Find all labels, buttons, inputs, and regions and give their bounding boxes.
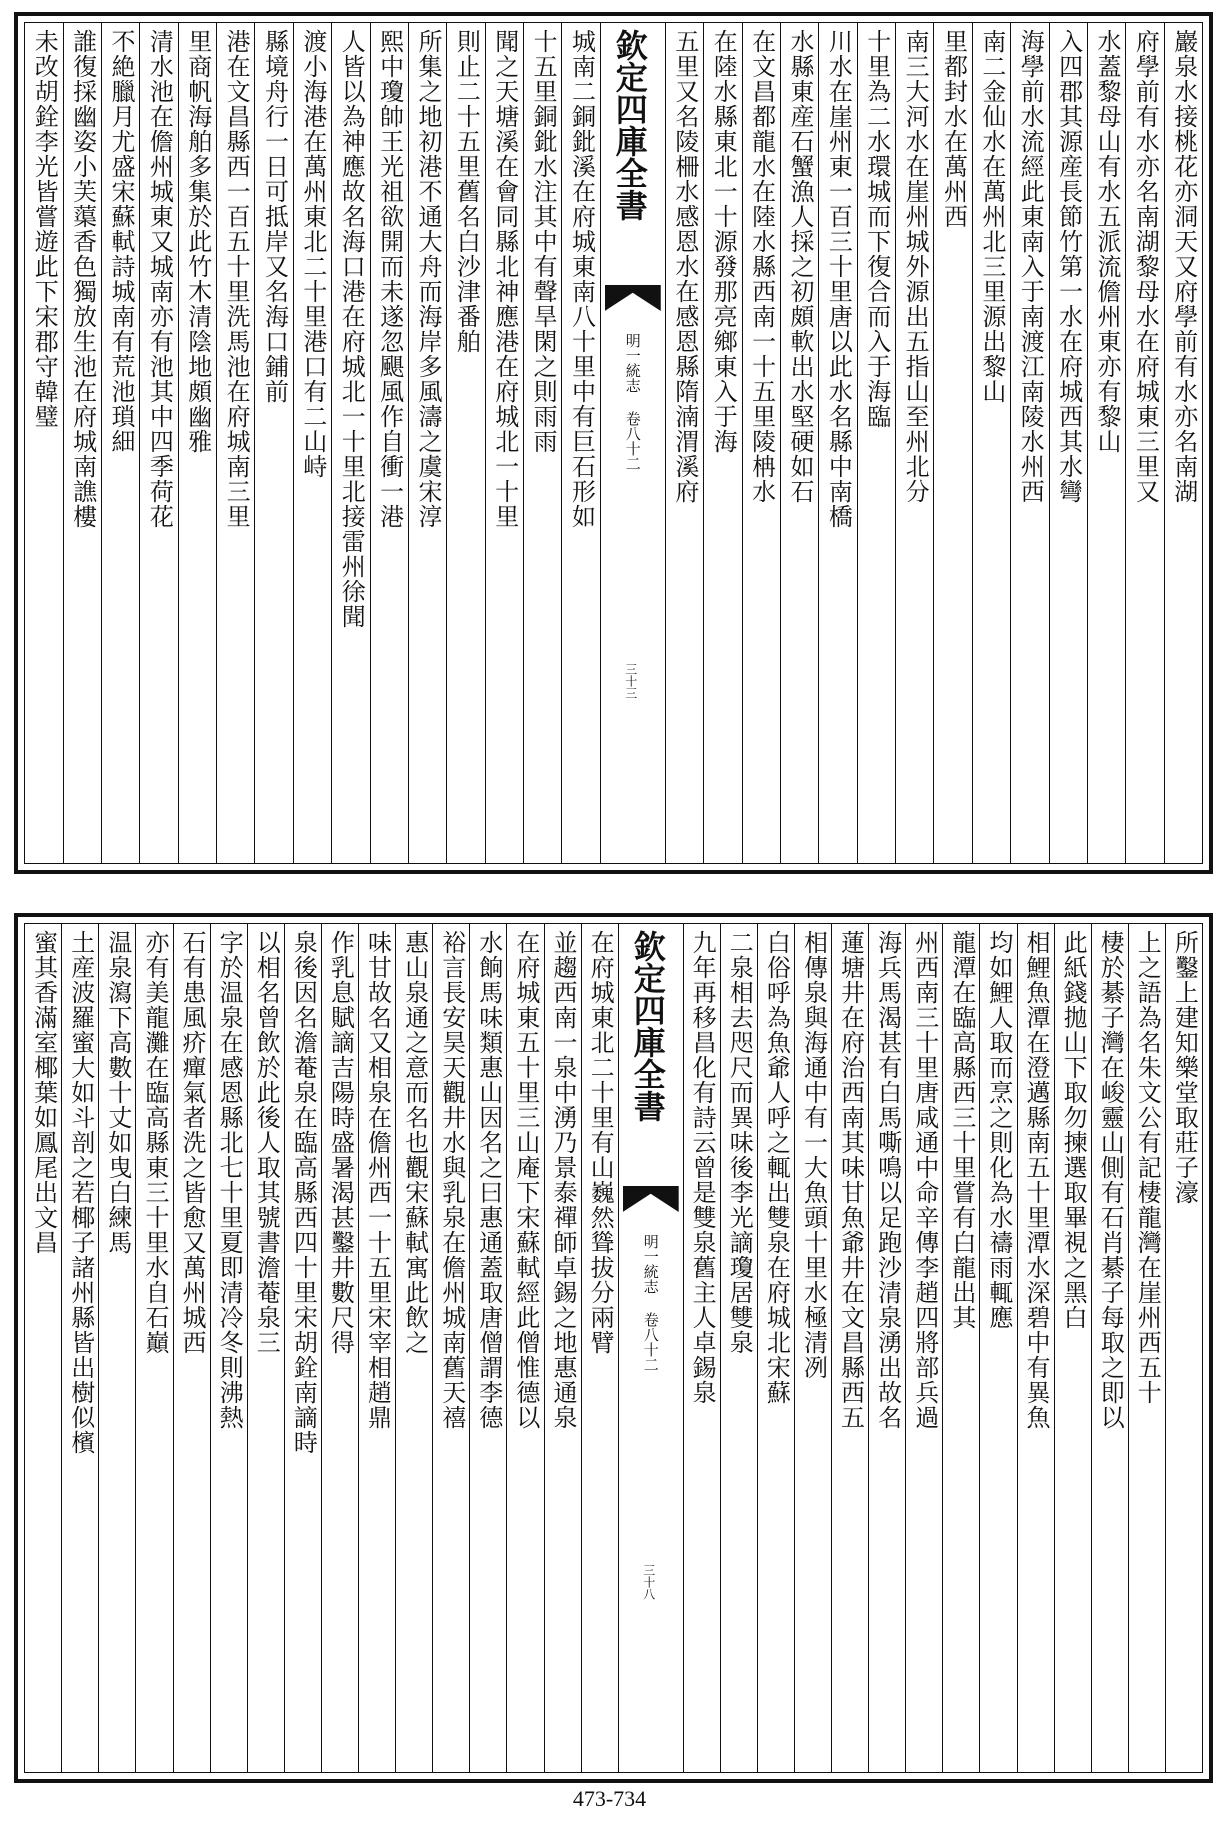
bottom_panel-right-column-9 xyxy=(831,924,868,1772)
top_panel-left-column-4 xyxy=(408,23,446,863)
top_panel-left-column-1 xyxy=(523,23,561,863)
leaf-number: 三十八 xyxy=(641,1564,656,1600)
bottom_panel-right-column-10 xyxy=(794,924,831,1772)
page-number: 473-734 xyxy=(572,1786,647,1811)
top_panel-left-column-13 xyxy=(63,23,101,863)
column-text: 蜜其香滿室椰葉如鳳尾出文昌 xyxy=(29,930,58,1255)
volume-label: 明一統志 卷八十二 xyxy=(641,1234,660,1372)
bottom_panel-left-column-3 xyxy=(469,924,506,1772)
column-text: 所集之地初港不通大舟而海岸多風濤之虞宋淳 xyxy=(414,29,442,529)
top_panel-right-column-1 xyxy=(1125,23,1163,863)
column-text: 味甘故名又相泉在儋州西一十五里宋宰相趙鼎 xyxy=(363,930,392,1430)
column-text: 白俗呼為魚爺人呼之輒出雙泉在府城北宋蘇 xyxy=(762,930,791,1405)
column-text: 以相名曾飲於此後人取其號書澹菴泉三 xyxy=(252,930,281,1355)
bottom_panel-left-column-0 xyxy=(581,924,618,1772)
column-text: 熙中瓊帥王光祖欲開而未遂忽颶風作自衝一港 xyxy=(375,29,404,529)
bottom-page-panel xyxy=(14,913,1213,1783)
column-text: 石有患風疥癉氣者洗之皆愈又萬州城西 xyxy=(178,930,207,1355)
column-text: 在府城東北二十里有山巍然聳拔分兩臂 xyxy=(586,930,615,1355)
top_panel-right-column-4 xyxy=(1010,23,1048,863)
column-text: 聞之天塘溪在會同縣北神應港在府城北一十里 xyxy=(490,29,519,529)
bottom_panel-right-column-12 xyxy=(720,924,757,1772)
column-text: 此紙錢拋山下取勿揀選取畢視之黑白 xyxy=(1059,930,1088,1330)
column-text: 相傳泉與海通中有一大魚頭十里水極清冽 xyxy=(799,930,828,1380)
top_panel-left-column-3 xyxy=(446,23,484,863)
volume-label: 明一統志 卷八十二 xyxy=(623,333,642,471)
top_panel-left-column-0 xyxy=(561,23,599,863)
column-text: 惠山泉通之意而名也觀宋蘇軾寓此飲之 xyxy=(400,930,429,1355)
column-text: 海學前水流經此東南入于南渡江南陵水州西 xyxy=(1016,29,1045,504)
top_panel-left-column-12 xyxy=(101,23,139,863)
top_panel-right-column-11 xyxy=(742,23,780,863)
top_panel-left-column-10 xyxy=(178,23,216,863)
center-fold xyxy=(618,924,683,1772)
bottom_panel-left-column-1 xyxy=(544,924,581,1772)
top_panel-left-column-9 xyxy=(216,23,254,863)
column-text: 清水池在儋州城東又城南亦有池其中四季荷花 xyxy=(145,29,174,529)
column-text: 並趨西南一泉中湧乃景泰禪師卓錫之地惠通泉 xyxy=(548,930,577,1430)
top_panel-right-column-9 xyxy=(818,23,856,863)
top_panel-right-column-2 xyxy=(1087,23,1125,863)
top_panel-right-column-12 xyxy=(703,23,741,863)
bottom_panel-left-column-9 xyxy=(247,924,284,1772)
column-text: 人皆以為神應故名海口港在府城北一十里北接雷州徐聞 xyxy=(337,29,366,629)
column-text: 土産波羅蜜大如斗剖之若椰子諸州縣皆出樹似檳 xyxy=(66,930,95,1455)
column-text: 水縣東産石蟹漁人採之初頗軟出水堅硬如石 xyxy=(786,29,814,504)
column-text: 府學前有水亦名南湖黎母水在府城東三里又 xyxy=(1131,29,1160,504)
column-text: 則止二十五里舊名白沙津番舶 xyxy=(452,29,481,354)
column-text: 蓮塘井在府治西南其味甘魚爺井在文昌縣西五 xyxy=(836,930,865,1430)
bottom-columns xyxy=(24,923,1203,1773)
bottom_panel-left-column-5 xyxy=(395,924,432,1772)
column-text: 所鑿上建知樂堂取莊子濠 xyxy=(1170,930,1199,1205)
fishtail-mark-icon xyxy=(605,285,661,311)
column-text: 在陸水縣東北一十源發那亮鄉東入于海 xyxy=(709,29,738,454)
top_panel-left-column-14 xyxy=(25,23,62,863)
top-page-panel xyxy=(14,12,1213,874)
column-text: 在文昌都龍水在陸水縣西南一十五里陵柟水 xyxy=(747,29,776,504)
book-title: 欽定四庫全書 xyxy=(610,29,649,221)
bottom_panel-right-column-5 xyxy=(979,924,1016,1772)
column-text: 未改胡銓李光皆嘗遊此下宋郡守韓璧 xyxy=(30,29,59,429)
column-text: 巖泉水接桃花亦洞天又府學前有水亦名南湖 xyxy=(1169,29,1198,504)
column-text: 相鯉魚潭在澄邁縣南五十里潭水深碧中有異魚 xyxy=(1022,930,1051,1430)
top_panel-left-column-8 xyxy=(254,23,292,863)
column-text: 十五里銅鈚水注其中有聲旱閑之則雨雨 xyxy=(529,29,558,454)
top_panel-left-column-7 xyxy=(293,23,331,863)
column-text: 二泉相去咫尺而異味後李光謫瓊居雙泉 xyxy=(725,930,754,1355)
bottom_panel-left-column-8 xyxy=(284,924,321,1772)
top_panel-right-column-8 xyxy=(857,23,895,863)
column-text: 不絶臘月尤盛宋蘇軾詩城南有荒池瑣細 xyxy=(107,29,135,454)
column-text: 港在文昌縣西一百五十里洗馬池在府城南三里 xyxy=(222,29,251,529)
bottom_panel-left-column-14 xyxy=(61,924,98,1772)
top_panel-right-column-3 xyxy=(1049,23,1087,863)
top_panel-left-column-2 xyxy=(485,23,523,863)
fishtail-mark-icon xyxy=(623,1186,679,1212)
top_panel-left-column-5 xyxy=(370,23,408,863)
top_panel-left-column-11 xyxy=(139,23,177,863)
column-text: 渡小海港在萬州東北二十里港口有二山峙 xyxy=(298,29,327,479)
column-text: 上之語為名朱文公有記棲龍灣在崖州西五十 xyxy=(1133,930,1162,1405)
bottom_panel-left-column-12 xyxy=(135,924,172,1772)
bottom_panel-right-column-8 xyxy=(868,924,905,1772)
column-text: 里都封水在萬州西 xyxy=(939,29,968,229)
top_panel-right-column-5 xyxy=(972,23,1010,863)
column-text: 亦有美龍灘在臨高縣東三十里水自石巔 xyxy=(140,930,169,1355)
bottom_panel-right-column-7 xyxy=(905,924,942,1772)
column-text: 海兵馬渴甚有白馬嘶鳴以足跑沙清泉湧出故名 xyxy=(873,930,902,1430)
column-text: 在府城東五十里三山庵下宋蘇軾經此僧惟德以 xyxy=(511,930,540,1430)
column-text: 泉後因名澹菴泉在臨高縣西四十里宋胡銓南謫時 xyxy=(289,930,318,1455)
top_panel-right-column-0 xyxy=(1164,23,1202,863)
column-text: 裕言長安昊天觀井水與乳泉在儋州城南舊天禧 xyxy=(437,930,466,1430)
column-text: 五里又名陵柵水感恩水在感恩縣隋湳渭溪府 xyxy=(670,29,699,504)
column-text: 温泉瀉下高數十丈如曳白練馬 xyxy=(103,930,132,1255)
column-text: 均如鯉人取而烹之則化為水禱雨輒應 xyxy=(984,930,1013,1330)
bottom_panel-right-column-3 xyxy=(1054,924,1091,1772)
bottom_panel-left-column-6 xyxy=(358,924,395,1772)
column-text: 州西南三十里唐咸通中命辛傳李趙四將部兵過 xyxy=(910,930,939,1430)
bottom_panel-right-column-0 xyxy=(1165,924,1202,1772)
bottom_panel-left-column-13 xyxy=(98,924,135,1772)
leaf-number: 三十三 xyxy=(623,663,638,699)
column-text: 入四郡其源産長節竹第一水在府城西其水彎 xyxy=(1054,29,1083,504)
column-text: 南二金仙水在萬州北三里源出黎山 xyxy=(977,29,1006,404)
column-text: 龍潭在臨高縣西三十里嘗有白龍出其 xyxy=(947,930,976,1330)
top_panel-right-column-6 xyxy=(933,23,971,863)
column-text: 作乳息賦謫吉陽時盛暑渴甚鑿井數尺得 xyxy=(326,930,355,1355)
column-text: 南三大河水在崖州城外源出五指山至州北分 xyxy=(901,29,930,504)
column-text: 里商帆海舶多集於此竹木清陰地頗幽雅 xyxy=(183,29,212,454)
bottom_panel-right-column-1 xyxy=(1128,924,1165,1772)
bottom_panel-left-column-10 xyxy=(210,924,247,1772)
column-text: 誰復採幽姿小芙蕖香色獨放生池在府城南譙樓 xyxy=(68,29,97,529)
column-text: 川水在崖州東一百三十里唐以此水名縣中南橋 xyxy=(824,29,853,529)
column-text: 棲於綦子灣在峻靈山側有石肖綦子每取之即以 xyxy=(1096,930,1125,1430)
top_panel-right-column-7 xyxy=(895,23,933,863)
column-text: 水餉馬味類惠山因名之曰惠通蓋取唐僧謂李德 xyxy=(474,930,503,1430)
column-text: 水蓋黎母山有水五派流儋州東亦有黎山 xyxy=(1093,29,1121,454)
column-text: 字於温泉在感恩縣北七十里夏即清冷冬則沸熱 xyxy=(215,930,244,1430)
column-text: 九年再移昌化有詩云曾是雙泉舊主人卓錫泉 xyxy=(688,930,717,1405)
book-title: 欽定四庫全書 xyxy=(628,930,667,1122)
column-text: 十里為二水環城而下復合而入于海臨 xyxy=(862,29,891,429)
column-text: 縣境舟行一日可抵岸又名海口鋪前 xyxy=(260,29,289,404)
bottom_panel-left-column-2 xyxy=(506,924,543,1772)
bottom_panel-right-column-2 xyxy=(1091,924,1128,1772)
bottom_panel-right-column-4 xyxy=(1017,924,1054,1772)
column-text: 城南二銅鈚溪在府城東南八十里中有巨石形如 xyxy=(567,29,596,529)
bottom_panel-left-column-7 xyxy=(321,924,358,1772)
bottom_panel-left-column-11 xyxy=(173,924,210,1772)
bottom_panel-left-column-4 xyxy=(432,924,469,1772)
top_panel-right-column-13 xyxy=(665,23,703,863)
bottom_panel-right-column-13 xyxy=(683,924,720,1772)
bottom_panel-left-column-15 xyxy=(25,924,61,1772)
top_panel-right-column-10 xyxy=(780,23,818,863)
top-columns xyxy=(24,22,1203,864)
top_panel-left-column-6 xyxy=(331,23,369,863)
bottom_panel-right-column-6 xyxy=(942,924,979,1772)
bottom_panel-right-column-11 xyxy=(757,924,794,1772)
center-fold xyxy=(600,23,665,863)
